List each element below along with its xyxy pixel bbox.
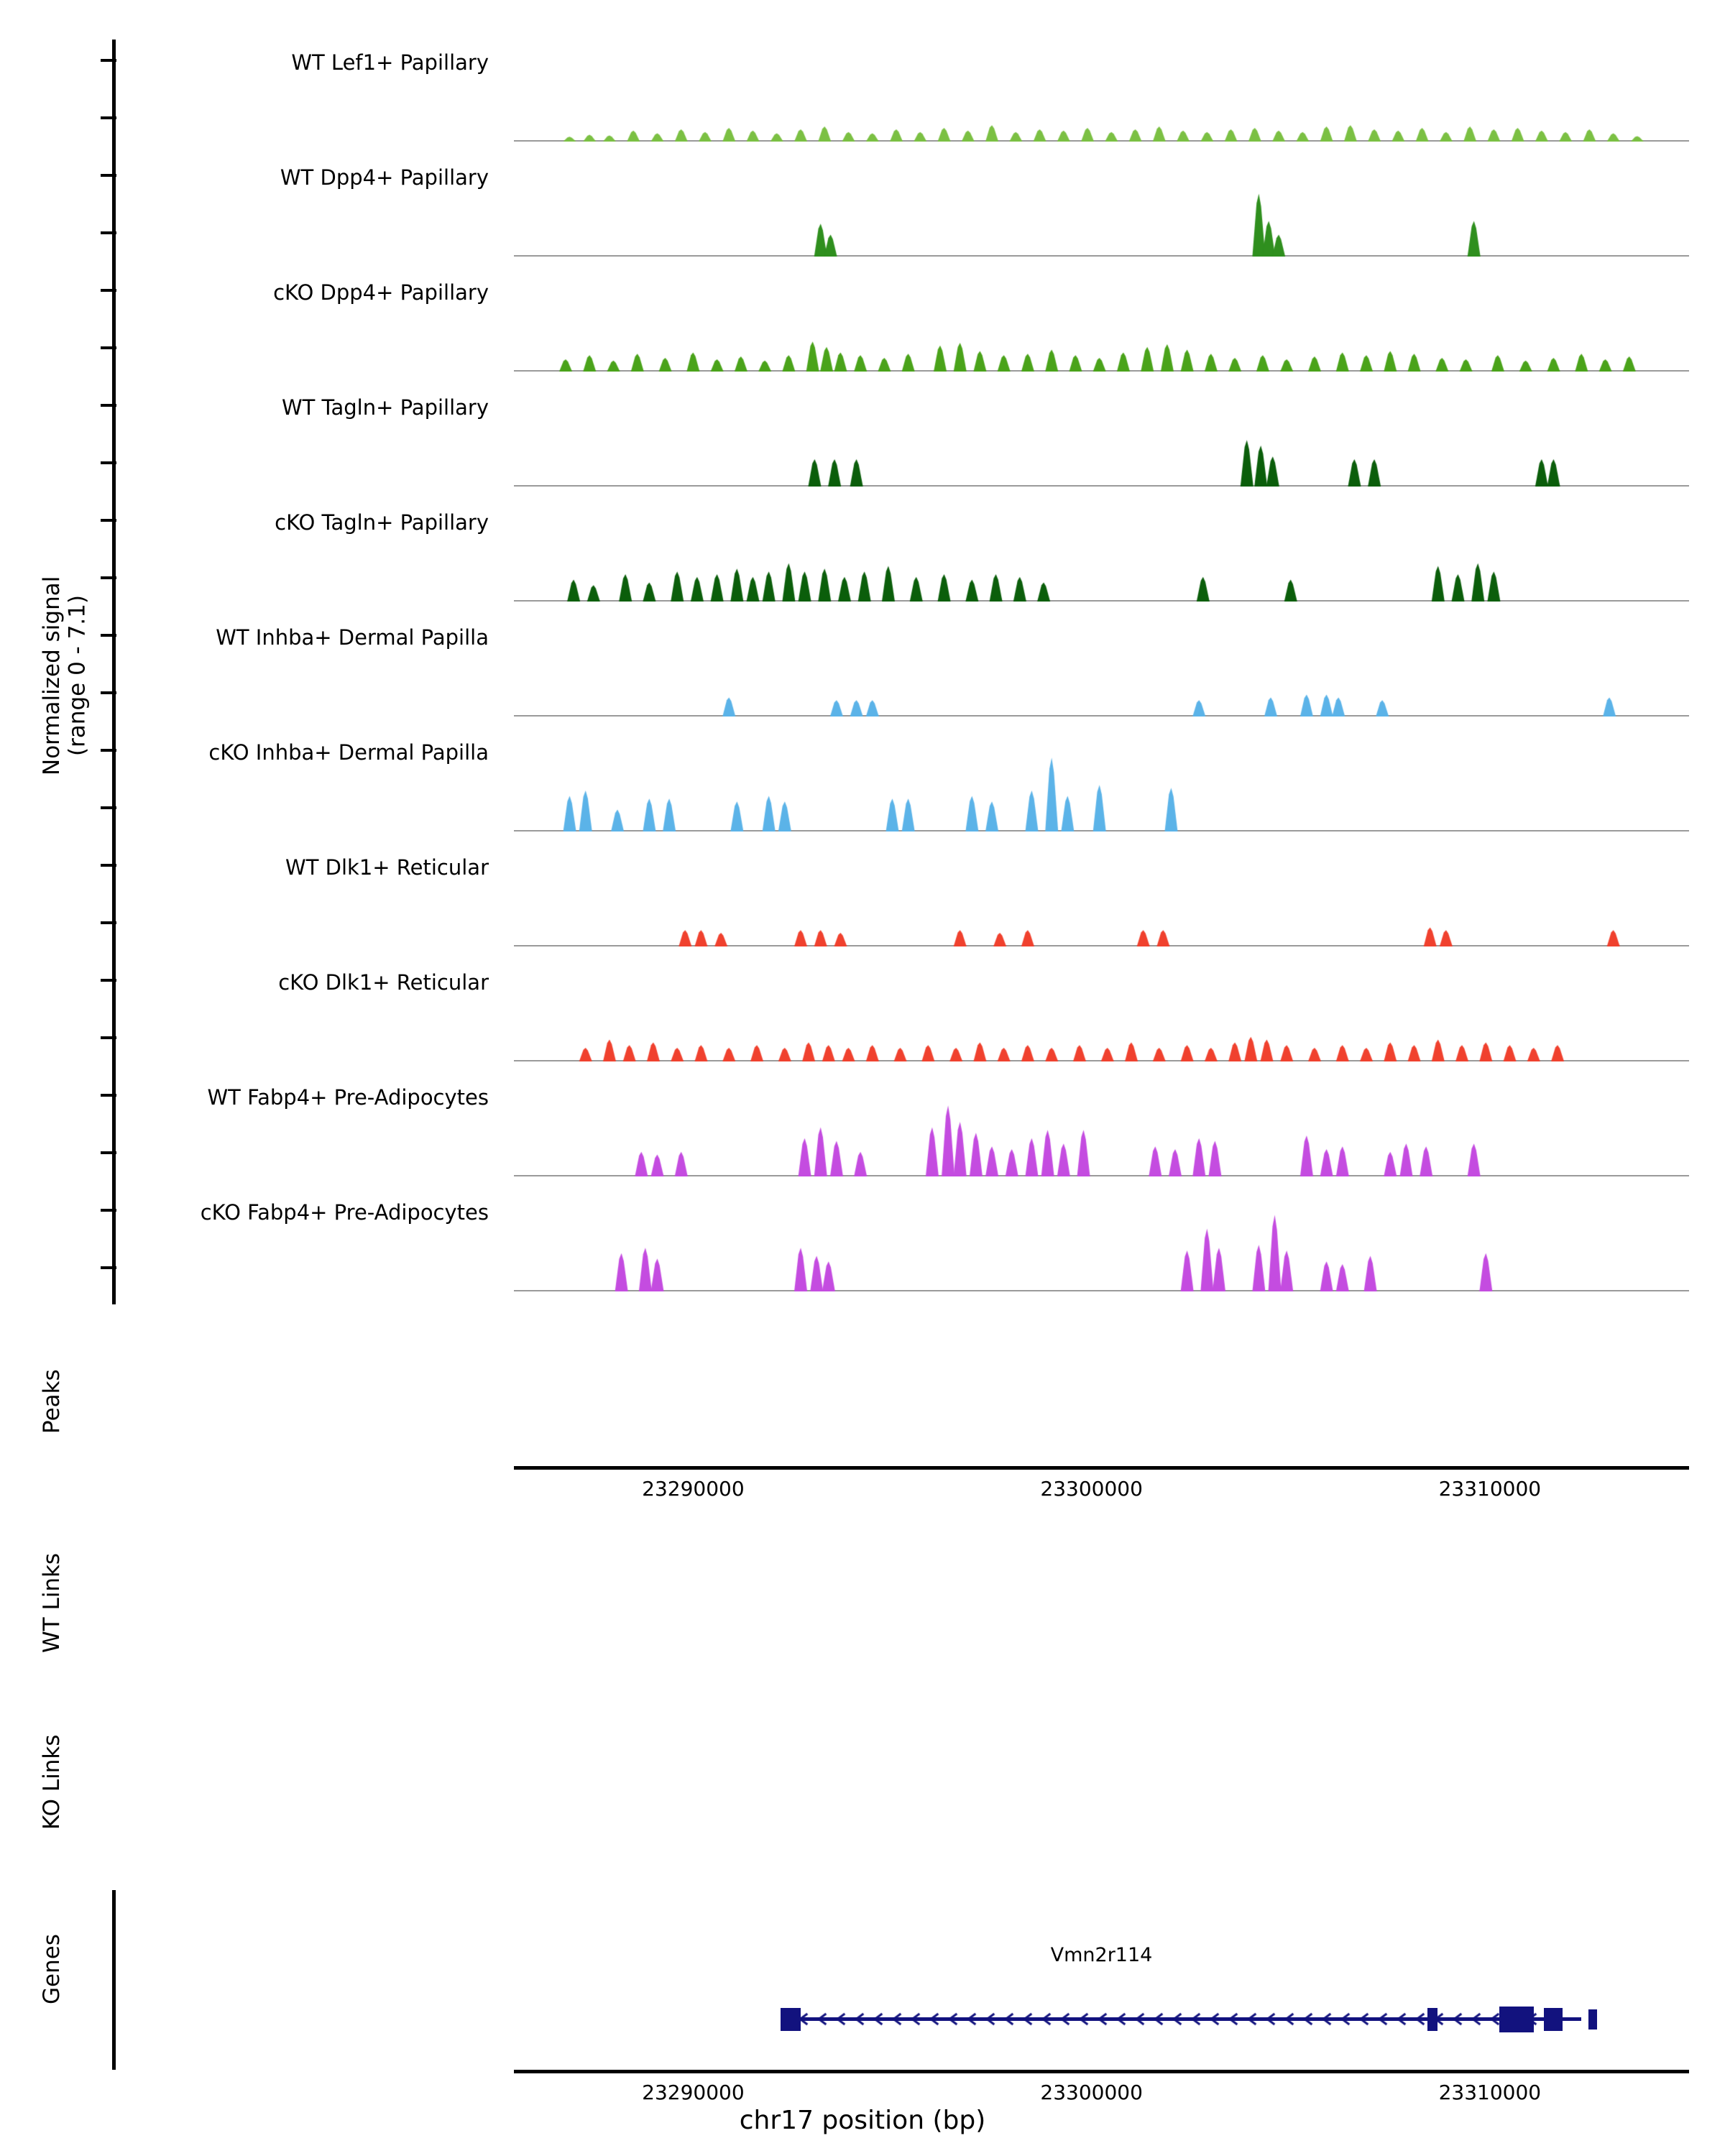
x-tick-label: 23310000: [1438, 1477, 1542, 1501]
y-axis-title-line1: Normalized signal: [39, 576, 65, 775]
axis-tick: [101, 231, 116, 234]
signal-track: [514, 1194, 1689, 1291]
x-tick-label: 23290000: [642, 1477, 745, 1501]
y-axis-title-line2: (range 0 - 7.1): [64, 594, 91, 757]
signal-track: [514, 160, 1689, 257]
gene-label: Vmn2r114: [1050, 1944, 1153, 1966]
axis-tick: [101, 1036, 116, 1039]
axis-tick: [101, 864, 116, 867]
signal-track: [514, 505, 1689, 602]
axis-tick: [101, 691, 116, 694]
signal-track: [514, 45, 1689, 142]
genomic-axis-bottom: [514, 2070, 1689, 2073]
track-signal-canvas: [514, 1079, 1689, 1176]
axis-tick: [101, 519, 116, 522]
axis-tick: [101, 1151, 116, 1154]
axis-tick: [101, 116, 116, 119]
gene-exon: [1427, 2008, 1438, 2031]
x-tick-label: 23300000: [1040, 1477, 1143, 1501]
signal-track: [514, 390, 1689, 487]
track-signal-canvas: [514, 505, 1689, 602]
section-label-genes: Genes: [39, 1934, 65, 2004]
signal-track: [514, 964, 1689, 1061]
track-signal-canvas: [514, 275, 1689, 372]
axis-tick: [101, 1266, 116, 1269]
axis-tick: [101, 634, 116, 637]
signal-track: [514, 619, 1689, 717]
axis-tick: [101, 174, 116, 177]
track-label: cKO Inhba+ Dermal Papilla: [208, 740, 489, 765]
gene-exon: [781, 2008, 801, 2031]
track-label: cKO Fabp4+ Pre-Adipocytes: [200, 1200, 489, 1225]
x-tick-label: 23310000: [1438, 2081, 1542, 2104]
signal-track: [514, 275, 1689, 372]
signal-track: [514, 849, 1689, 946]
track-label: WT Fabp4+ Pre-Adipocytes: [207, 1085, 489, 1110]
track-label: WT Tagln+ Papillary: [281, 395, 489, 420]
axis-tick: [101, 576, 116, 579]
axis-tick: [101, 921, 116, 924]
section-label-peaks: Peaks: [39, 1369, 65, 1434]
section-label-wt-links: WT Links: [39, 1552, 65, 1653]
x-tick-label: 23300000: [1040, 2081, 1143, 2104]
axis-tick: [101, 59, 116, 62]
axis-tick: [101, 749, 116, 752]
gene-exon: [1588, 2009, 1597, 2030]
genes-spine: [112, 1890, 116, 2070]
x-axis-title: chr17 position (bp): [739, 2106, 986, 2135]
track-label: WT Dlk1+ Reticular: [285, 855, 489, 880]
track-signal-canvas: [514, 619, 1689, 717]
track-label: cKO Dpp4+ Papillary: [273, 280, 489, 305]
track-signal-canvas: [514, 964, 1689, 1061]
signal-track: [514, 734, 1689, 831]
axis-tick: [101, 346, 116, 349]
track-signal-canvas: [514, 390, 1689, 487]
axis-tick: [101, 979, 116, 982]
signal-track: [514, 1079, 1689, 1176]
track-signal-canvas: [514, 1194, 1689, 1291]
axis-tick: [101, 1209, 116, 1212]
track-signal-canvas: [514, 849, 1689, 946]
gene-model: [514, 1998, 1689, 2041]
gene-exon: [1499, 2007, 1534, 2032]
track-signal-canvas: [514, 160, 1689, 257]
axis-tick: [101, 289, 116, 292]
y-axis-title: [40, 525, 97, 826]
axis-tick: [101, 461, 116, 464]
gene-exon: [1544, 2008, 1563, 2031]
signal-axis-spine: [112, 40, 116, 1304]
genomic-axis-top: [514, 1466, 1689, 1470]
track-label: cKO Dlk1+ Reticular: [278, 970, 489, 995]
track-label: WT Inhba+ Dermal Papilla: [216, 625, 489, 650]
x-tick-label: 23290000: [642, 2081, 745, 2104]
track-label: WT Dpp4+ Papillary: [280, 165, 489, 190]
axis-tick: [101, 806, 116, 809]
track-label: WT Lef1+ Papillary: [291, 50, 489, 75]
section-label-ko-links: KO Links: [39, 1734, 65, 1830]
axis-tick: [101, 1094, 116, 1097]
axis-tick: [101, 404, 116, 407]
track-signal-canvas: [514, 45, 1689, 142]
track-label: cKO Tagln+ Papillary: [275, 510, 489, 535]
track-signal-canvas: [514, 734, 1689, 831]
